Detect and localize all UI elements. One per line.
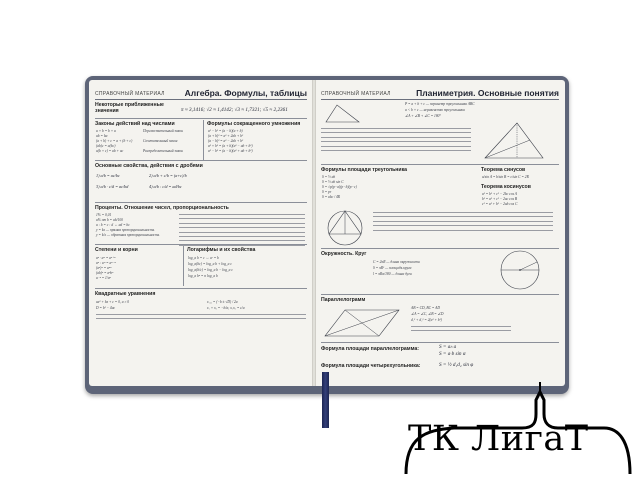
bookmark-ribbon	[322, 372, 329, 428]
brand-name: ТК ЛигаТ	[408, 419, 589, 459]
divider	[95, 288, 307, 289]
constants-values: π ≈ 3,1416; √2 ≈ 1,4142; √3 ≈ 1,7321; √5 ≈ 2,2361	[181, 107, 288, 113]
inscribed-circle-diagram	[323, 208, 367, 248]
power-row: (aⁿ)ᵐ = aⁿᵐ	[96, 266, 112, 270]
area-row: S = pr	[322, 190, 332, 194]
area-row: S = √p(p−a)(p−b)(p−c)	[322, 185, 357, 189]
left-header-label: СПРАВОЧНЫЙ МАТЕРИАЛ	[95, 91, 165, 97]
law-name: Переместительный закон	[143, 129, 183, 133]
log-row: log_a bⁿ = n log_a b	[188, 274, 218, 278]
parallelogram-diagram	[323, 306, 403, 340]
divider	[321, 342, 559, 343]
section-cos-theorem: Теорема косинусов	[481, 184, 531, 190]
para-row: ∠A = ∠C, ∠B = ∠D	[411, 312, 444, 316]
short-mult-row: (a + b)² = a² + 2ab + b²	[208, 134, 244, 138]
cos-row: c² = a² + b² − 2ab cos C	[482, 202, 518, 206]
fraction-row: 4) a/b : c/d = ad/bc	[149, 184, 182, 189]
section-short-mult: Формулы сокращенного умножения	[207, 121, 301, 127]
divider	[321, 164, 559, 165]
fraction-row: 2) a/b + c/b = (a+c)/b	[149, 173, 187, 178]
section-sin-theorem: Теорема синусов	[481, 167, 526, 173]
quadratic-row: D = b² − 4ac	[96, 306, 116, 310]
divider	[95, 118, 307, 119]
divider	[203, 120, 204, 160]
short-mult-row: (a − b)² = a² − 2ab + b²	[208, 139, 244, 143]
log-row: log_a(bc) = log_a b + log_a c	[188, 262, 232, 266]
fraction-row: 1) a/b = ac/bc	[96, 173, 120, 178]
law-row: (ab)c = a(bc)	[96, 144, 116, 148]
percent-row: 1% = 0,01	[96, 213, 112, 217]
percent-row: y = kx — прямая пропорциональность	[96, 228, 155, 232]
circle-row: S = πR² — площадь круга	[373, 266, 412, 270]
quad-area-label: Формула площади четырехугольника:	[321, 363, 421, 369]
divider	[95, 160, 307, 161]
constants-title: Некоторые приближенные значения	[95, 102, 164, 114]
fraction-row: 3) a/b · c/d = ac/bd	[96, 184, 129, 189]
circle-row: l = πRα/180 — длина дуги	[373, 272, 412, 276]
circle-row: C = 2πR — длина окружности	[373, 260, 420, 264]
section-quadratic: Квадратные уравнения	[95, 291, 156, 297]
triangle-row: P = a + b + c — периметр треугольника ABC	[405, 102, 475, 106]
para-row: d₁² + d₂² = 2(a² + b²)	[411, 318, 442, 322]
left-page-title: Алгебра. Формулы, таблицы	[184, 88, 307, 98]
sin-row: a/sin A = b/sin B = c/sin C = 2R	[482, 175, 529, 179]
left-page	[89, 80, 313, 386]
power-row: a⁻ⁿ = 1/aⁿ	[96, 276, 111, 280]
law-name: Сочетательный закон	[143, 139, 178, 143]
area-row: S = abc / 4R	[322, 195, 340, 199]
power-row: aⁿ : aᵐ = aⁿ⁻ᵐ	[96, 261, 116, 265]
para-area-label: Формула площади параллелограмма:	[321, 346, 419, 352]
section-percent: Проценты. Отношение чисел, пропорциональность	[95, 205, 229, 211]
area-row: S = ½ ah	[322, 175, 336, 179]
law-name: Распределительный закон	[143, 149, 183, 153]
divider	[95, 244, 307, 245]
left-page-header	[95, 85, 307, 100]
triangle-height-diagram	[483, 120, 545, 160]
power-row: aⁿ · aᵐ = aⁿ⁺ᵐ	[96, 256, 116, 260]
short-mult-row: a² − b² = (a − b)(a + b)	[208, 129, 243, 133]
law-row: (a + b) + c = a + (b + c)	[96, 139, 133, 143]
quadratic-row: x₁ + x₂ = −b/a; x₁x₂ = c/a	[207, 306, 245, 310]
para-area-formula-2: S = a·b sin α	[439, 351, 466, 357]
section-triangle-area: Формулы площади треугольника	[321, 167, 408, 173]
text-lines	[411, 326, 511, 335]
text-lines	[321, 128, 471, 154]
quadratic-row: x₁,₂ = (−b ± √D) / 2a	[207, 300, 238, 304]
quadratic-row: ax² + bx + c = 0, a ≠ 0	[96, 300, 130, 304]
short-mult-row: a³ + b³ = (a + b)(a² − ab + b²)	[208, 144, 253, 148]
law-row: a + b = b + a	[96, 129, 116, 133]
cos-row: a² = b² + c² − 2bc cos A	[482, 192, 517, 196]
section-parallelogram: Параллелограмм	[321, 297, 366, 303]
book-gutter	[312, 80, 316, 386]
triangle-row: ∠A + ∠B + ∠C = 180°	[405, 114, 441, 118]
short-mult-row: a³ − b³ = (a − b)(a² + ab + b²)	[208, 149, 253, 153]
percent-row: y = k/x — обратная пропорциональность	[96, 233, 160, 237]
section-laws: Законы действий над числами	[95, 121, 175, 127]
divider	[183, 246, 184, 286]
percent-row: a% от b = ab/100	[96, 218, 123, 222]
section-circle: Окружность. Круг	[321, 251, 367, 257]
divider	[321, 294, 559, 295]
text-lines	[96, 314, 306, 323]
text-lines	[373, 212, 553, 234]
quad-area-formula: S = ½ d₁d₂ sin φ	[439, 362, 474, 368]
section-powers: Степени и корни	[95, 247, 138, 253]
triangle-diagram	[323, 102, 363, 124]
area-row: S = ½ ab sin C	[322, 180, 344, 184]
para-row: AB = CD, BC = AD	[411, 306, 440, 310]
right-header-label: СПРАВОЧНЫЙ МАТЕРИАЛ	[321, 91, 391, 97]
law-row: a(b + c) = ab + ac	[96, 149, 124, 153]
circle-diagram	[497, 248, 543, 292]
log-row: log_a(b/c) = log_a b − log_a c	[188, 268, 233, 272]
law-row: ab = ba	[96, 134, 108, 138]
para-area-formula: S = aₕ a	[439, 344, 457, 350]
right-page	[315, 80, 565, 386]
divider	[95, 202, 307, 203]
cos-row: b² = a² + c² − 2ac cos B	[482, 197, 518, 201]
section-fractions: Основные свойства, действия с дробями	[95, 163, 203, 169]
power-row: (ab)ⁿ = aⁿbⁿ	[96, 271, 114, 275]
section-logs: Логарифмы и их свойства	[187, 247, 256, 253]
right-page-header	[321, 85, 559, 100]
percent-row: a : b = c : d ⇔ ad = bc	[96, 223, 130, 227]
log-row: log_a b = c ⇔ aᶜ = b	[188, 256, 219, 260]
right-page-title: Планиметрия. Основные понятия	[416, 88, 559, 98]
triangle-row: a < b + c — неравенство треугольника	[405, 108, 465, 112]
